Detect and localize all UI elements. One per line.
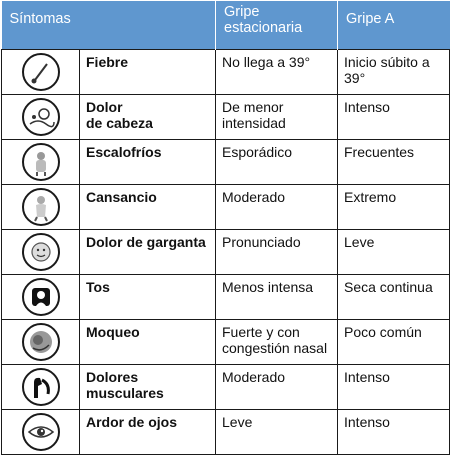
symptom-name: Dolor de garganta <box>80 230 216 275</box>
thermometer-icon <box>22 53 60 91</box>
headache-icon <box>22 98 60 136</box>
symptom-icon-cell <box>2 50 80 95</box>
gripe-a-value: Poco común <box>338 320 450 365</box>
table-row <box>2 140 450 185</box>
symptom-name: Ardor de ojos <box>80 410 216 455</box>
gripe-a-value: Extremo <box>338 185 450 230</box>
muscle-pain-icon <box>22 368 60 406</box>
tired-person-icon <box>22 188 60 226</box>
symptom-icon-cell <box>2 140 80 185</box>
sore-throat-icon <box>22 233 60 271</box>
gripe-a-value: Intenso <box>338 365 450 410</box>
table-row <box>2 50 450 95</box>
gripe-estacionaria-value: Fuerte y con congestión nasal <box>216 320 338 365</box>
runny-nose-icon <box>22 323 60 361</box>
table-row <box>2 320 450 365</box>
symptom-icon-cell <box>2 275 80 320</box>
table-row <box>2 95 450 140</box>
gripe-estacionaria-value: Moderado <box>216 185 338 230</box>
table-row <box>2 365 450 410</box>
gripe-a-value: Intenso <box>338 95 450 140</box>
gripe-estacionaria-value: Moderado <box>216 365 338 410</box>
symptom-name: Moqueo <box>80 320 216 365</box>
gripe-a-value: Seca continua <box>338 275 450 320</box>
gripe-a-value: Inicio súbito a 39° <box>338 50 450 95</box>
table-row <box>2 185 450 230</box>
symptoms-table-container <box>1 1 449 454</box>
gripe-estacionaria-value: Pronunciado <box>216 230 338 275</box>
symptom-name: Dolores musculares <box>80 365 216 410</box>
eye-icon <box>22 413 60 451</box>
gripe-estacionaria-value: No llega a 39° <box>216 50 338 95</box>
symptom-icon-cell <box>2 365 80 410</box>
symptom-name: Dolor de cabeza <box>80 95 216 140</box>
gripe-a-value: Leve <box>338 230 450 275</box>
gripe-a-value: Intenso <box>338 410 450 455</box>
table-header-row <box>2 1 450 50</box>
header-gripe-a: Gripe A <box>338 1 450 50</box>
symptom-name: Fiebre <box>80 50 216 95</box>
gripe-estacionaria-value: Leve <box>216 410 338 455</box>
symptom-name: Cansancio <box>80 185 216 230</box>
symptoms-comparison-table <box>1 1 450 455</box>
gripe-a-value: Frecuentes <box>338 140 450 185</box>
symptom-icon-cell <box>2 320 80 365</box>
gripe-estacionaria-value: Menos intensa <box>216 275 338 320</box>
symptom-name: Tos <box>80 275 216 320</box>
cough-icon <box>22 278 60 316</box>
gripe-estacionaria-value: Esporádico <box>216 140 338 185</box>
symptom-icon-cell <box>2 230 80 275</box>
symptom-icon-cell <box>2 185 80 230</box>
table-row <box>2 275 450 320</box>
table-row <box>2 410 450 455</box>
table-row <box>2 230 450 275</box>
symptom-icon-cell <box>2 410 80 455</box>
gripe-estacionaria-value: De menor intensidad <box>216 95 338 140</box>
header-gripe-estacionaria: Gripe estacionaria <box>216 1 338 50</box>
symptom-name: Escalofríos <box>80 140 216 185</box>
chills-icon <box>22 143 60 181</box>
header-sintomas: Síntomas <box>2 1 216 50</box>
symptom-icon-cell <box>2 95 80 140</box>
